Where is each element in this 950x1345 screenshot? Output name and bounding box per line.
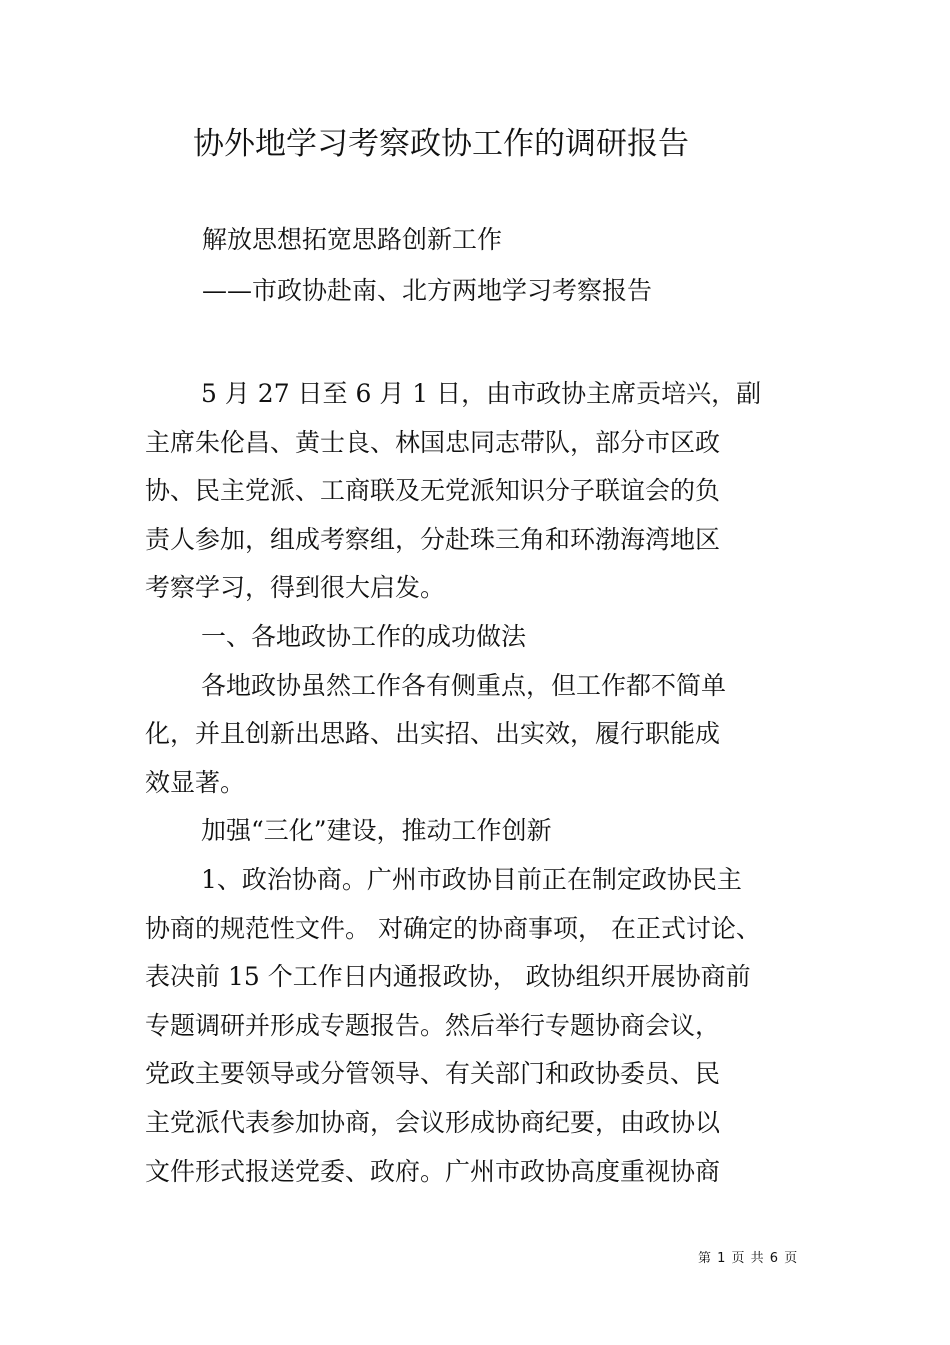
body-line: 表决前 15 个工作日内通报政协， 政协组织开展协商前 bbox=[145, 962, 751, 992]
body-line: 主党派代表参加协商，会议形成协商纪要，由政协以 bbox=[145, 1107, 721, 1137]
page-number-footer: 第 1 页 共 6 页 bbox=[698, 1251, 799, 1266]
body-line: 化，并且创新出思路、出实招、出实效，履行职能成 bbox=[145, 719, 721, 749]
body-line: 党政主要领导或分管领导、有关部门和政协委员、民 bbox=[145, 1059, 721, 1089]
document-title: 协外地学习考察政协工作的调研报告 bbox=[193, 126, 689, 162]
section-heading: 一、各地政协工作的成功做法 bbox=[201, 621, 527, 651]
body-line: 协商的规范性文件。 对确定的协商事项， 在正式讨论、 bbox=[145, 913, 761, 943]
body-text bbox=[145, 370, 815, 1196]
subsection-heading: 加强“三化”建设，推动工作创新 bbox=[201, 816, 552, 846]
body-line: 主席朱伦昌、黄士良、林国忠同志带队，部分市区政 bbox=[145, 427, 721, 457]
document-subtitle-2: ——市政协赴南、北方两地学习考察报告 bbox=[202, 276, 653, 305]
body-line: 文件形式报送党委、政府。广州市政协高度重视协商 bbox=[145, 1156, 721, 1186]
body-line: 考察学习，得到很大启发。 bbox=[145, 573, 446, 603]
document-subtitle-1: 解放思想拓宽思路创新工作 bbox=[202, 225, 503, 254]
body-line: 专题调研并形成专题报告。然后举行专题协商会议， bbox=[145, 1010, 721, 1040]
body-line: 效显著。 bbox=[145, 767, 246, 797]
body-line: 协、民主党派、工商联及无党派知识分子联谊会的负 bbox=[145, 476, 721, 506]
body-line: 5 月 27 日至 6 月 1 日，由市政协主席贡培兴，副 bbox=[201, 379, 762, 408]
body-line: 各地政协虽然工作各有侧重点，但工作都不简单 bbox=[201, 670, 727, 700]
body-line: 1、政治协商。广州市政协目前正在制定政协民主 bbox=[201, 864, 742, 894]
body-line: 责人参加，组成考察组，分赴珠三角和环渤海湾地区 bbox=[145, 524, 721, 554]
